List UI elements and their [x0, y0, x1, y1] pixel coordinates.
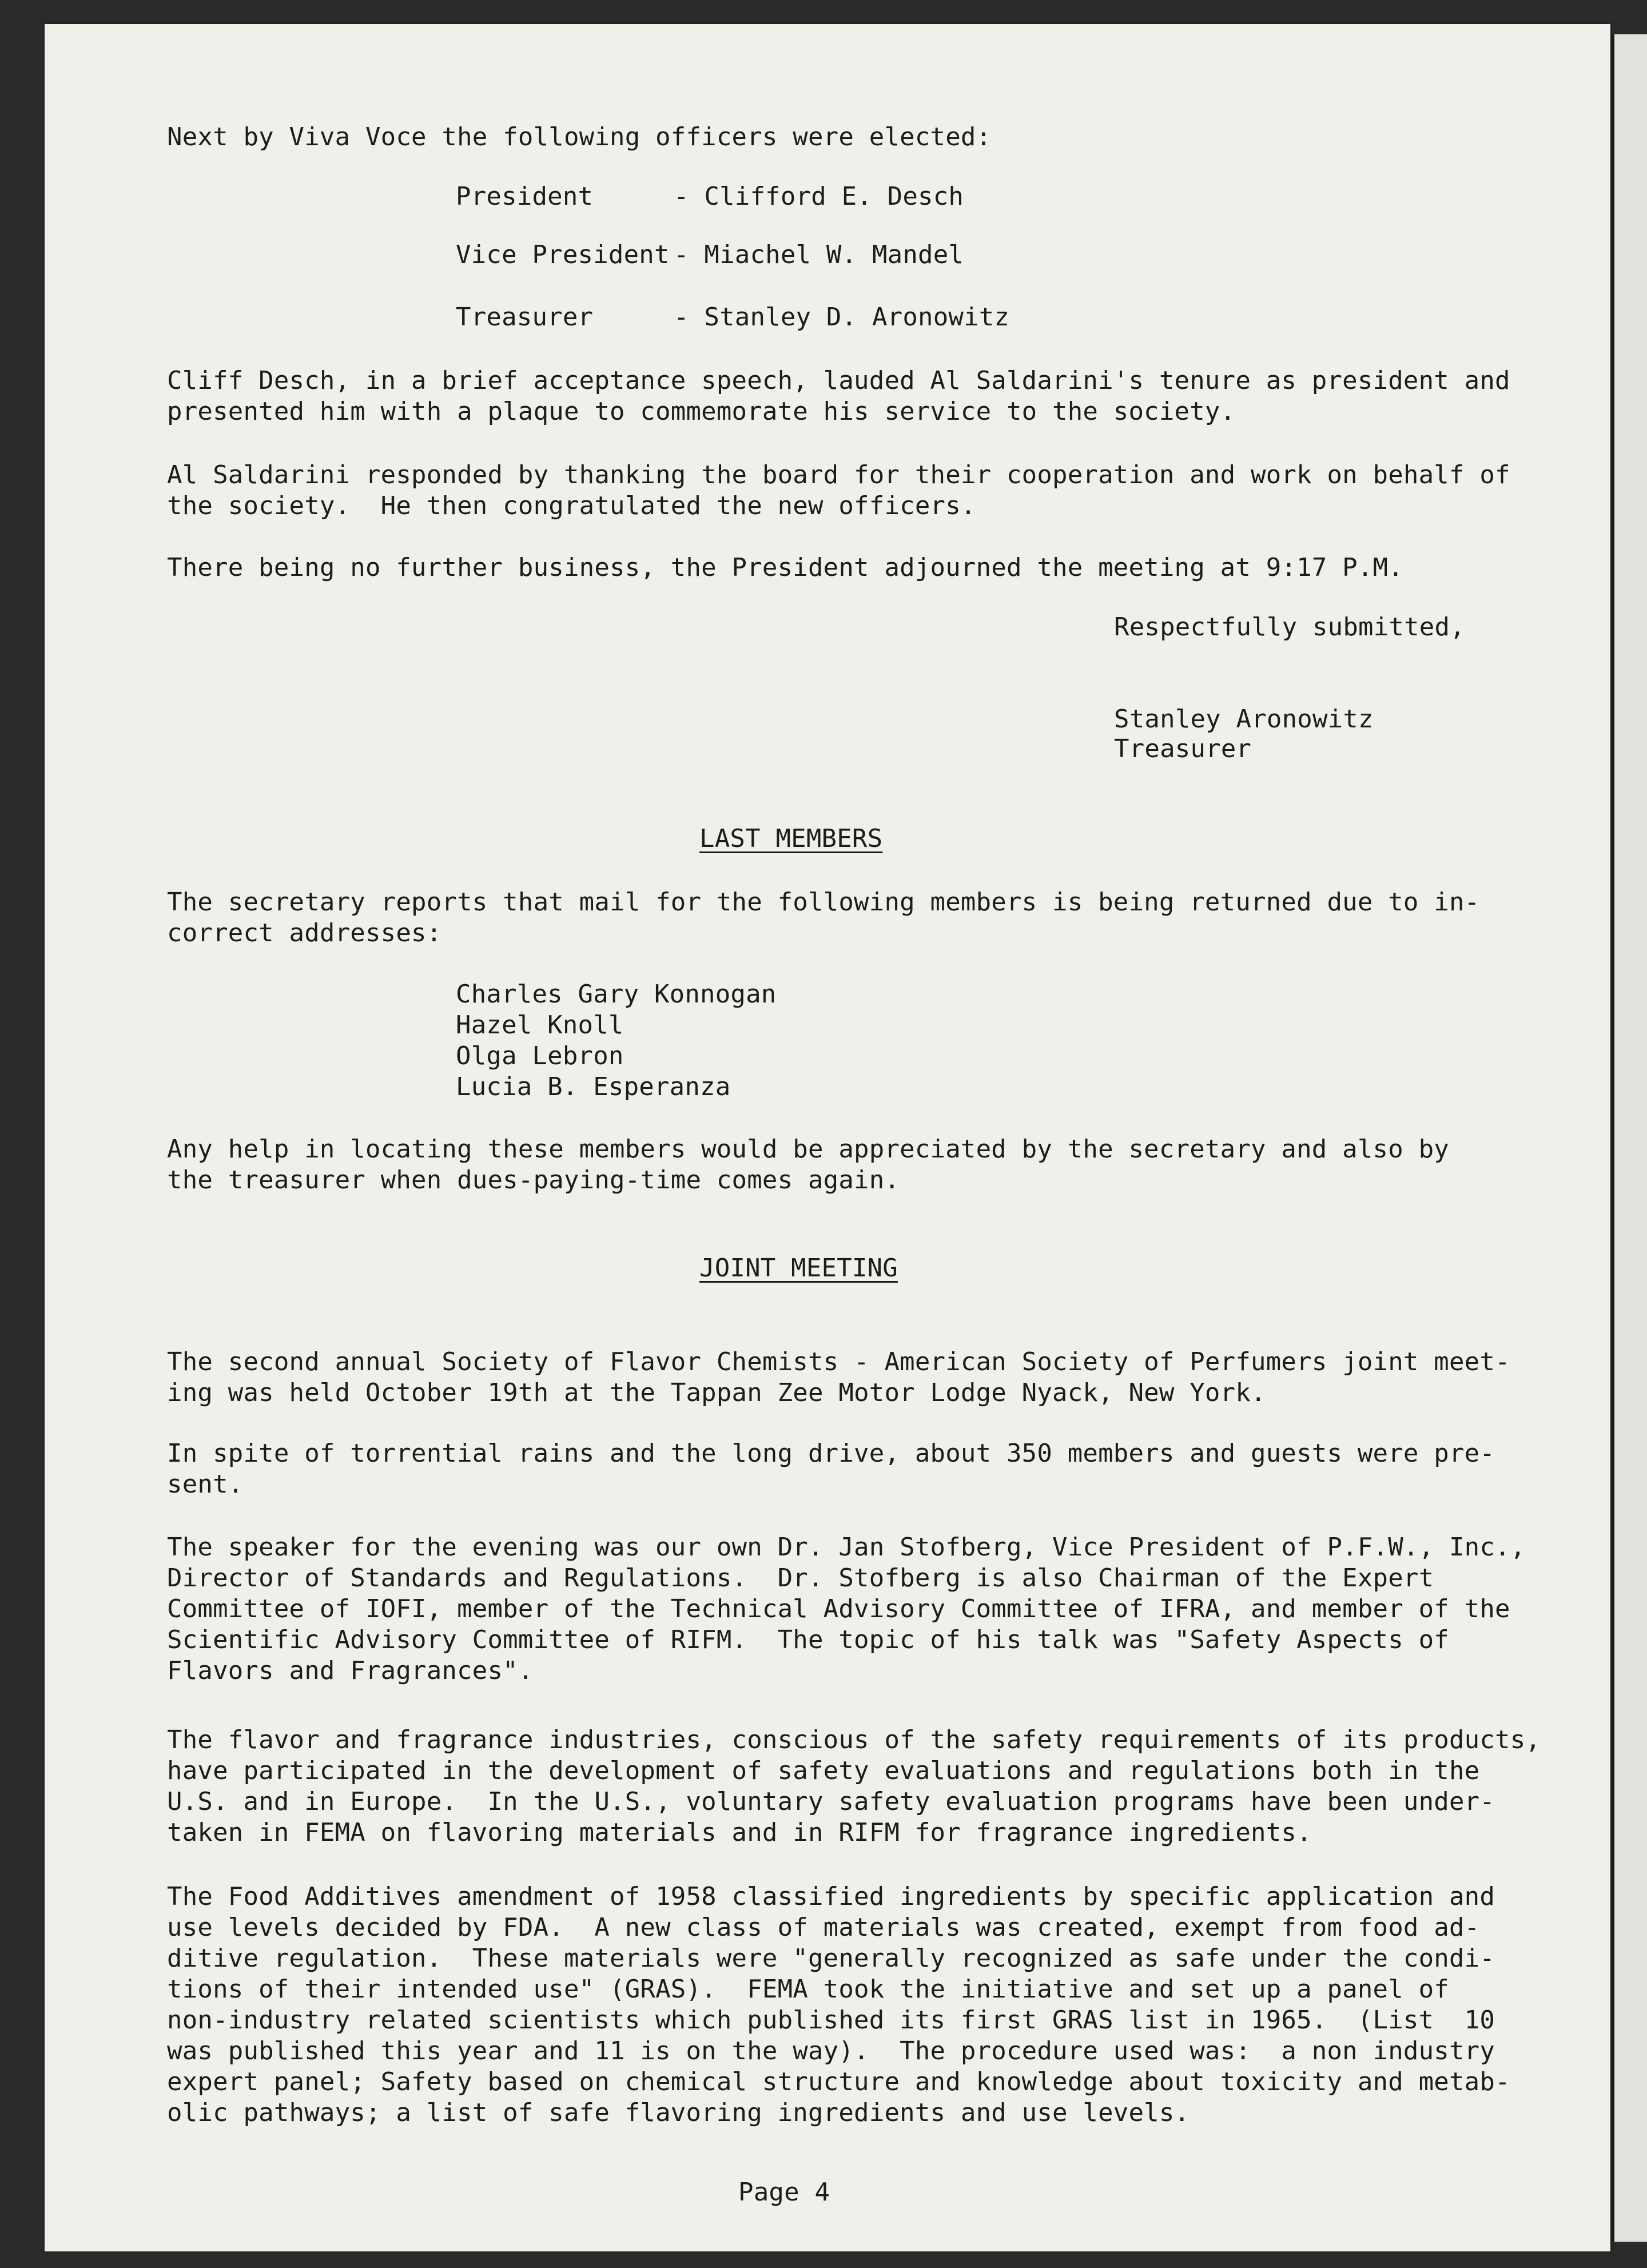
- paragraph-line: The second annual Society of Flavor Chemists - American Society of Perfumers joint meet-: [167, 1347, 1510, 1376]
- signature-name: Stanley Aronowitz: [1114, 705, 1374, 734]
- officers-intro: Next by Viva Voce the following officers were elected:: [167, 122, 992, 152]
- paragraph-line: The Food Additives amendment of 1958 classified ingredients by specific application and: [167, 1882, 1495, 1911]
- member-name: Hazel Knoll: [456, 1010, 624, 1040]
- paragraph-line: U.S. and in Europe. In the U.S., voluntary safety evaluation programs have been under-: [167, 1787, 1495, 1816]
- paragraph-line: The speaker for the evening was our own Dr. Jan Stofberg, Vice President of P.F.W., Inc.,: [167, 1533, 1526, 1562]
- paragraph-line: expert panel; Safety based on chemical structure and knowledge about toxicity and metab-: [167, 2067, 1510, 2096]
- paragraph-line: There being no further business, the President adjourned the meeting at 9:17 P.M.: [167, 553, 1403, 582]
- paragraph-line: ing was held October 19th at the Tappan Zee Motor Lodge Nyack, New York.: [167, 1378, 1266, 1407]
- paragraph-line: Committee of IOFI, member of the Technical Advisory Committee of IFRA, and member of the: [167, 1594, 1510, 1624]
- section-heading: LAST MEMBERS: [699, 824, 883, 853]
- paragraph-line: correct addresses:: [167, 918, 442, 948]
- signature-title: Treasurer: [1114, 734, 1252, 763]
- paragraph-line: In spite of torrential rains and the long drive, about 350 members and guests were pre-: [167, 1439, 1495, 1468]
- paragraph-line: taken in FEMA on flavoring materials and in RIFM for fragrance ingredients.: [167, 1818, 1312, 1847]
- paragraph-line: olic pathways; a list of safe flavoring ingredients and use levels.: [167, 2098, 1190, 2127]
- officer-name: - Stanley D. Aronowitz: [674, 303, 1010, 332]
- paragraph-line: Scientific Advisory Committee of RIFM. The topic of his talk was "Safety Aspects of: [167, 1625, 1449, 1654]
- paragraph-line: Director of Standards and Regulations. Dr. Stofberg is also Chairman of the Expert: [167, 1563, 1434, 1593]
- signature-closing: Respectfully submitted,: [1114, 612, 1465, 642]
- paragraph-line: the society. He then congratulated the new officers.: [167, 491, 976, 520]
- officer-name: - Miachel W. Mandel: [674, 240, 964, 269]
- officer-role: Treasurer: [456, 303, 594, 332]
- adjacent-page-edge: [1612, 34, 1647, 2242]
- paragraph-line: Flavors and Fragrances".: [167, 1656, 534, 1685]
- paragraph-line: the treasurer when dues-paying-time comes again.: [167, 1165, 900, 1195]
- member-name: Olga Lebron: [456, 1041, 624, 1071]
- officer-role: President: [456, 182, 594, 211]
- officer-role: Vice President: [456, 240, 670, 269]
- member-name: Charles Gary Konnogan: [456, 980, 777, 1009]
- page-number: Page 4: [738, 2178, 830, 2207]
- paragraph-line: presented him with a plaque to commemorate his service to the society.: [167, 397, 1236, 426]
- paragraph-line: use levels decided by FDA. A new class of materials was created, exempt from food ad-: [167, 1913, 1480, 1942]
- paragraph-line: The secretary reports that mail for the following members is being returned due to in-: [167, 888, 1480, 917]
- paragraph-line: Any help in locating these members would be appreciated by the secretary and also by: [167, 1135, 1449, 1164]
- member-name: Lucia B. Esperanza: [456, 1072, 731, 1101]
- paragraph-line: tions of their intended use" (GRAS). FEMA took the initiative and set up a panel of: [167, 1975, 1449, 2004]
- paragraph-line: have participated in the development of safety evaluations and regulations both in the: [167, 1756, 1480, 1785]
- paragraph-line: Cliff Desch, in a brief acceptance speech, lauded Al Saldarini's tenure as president and: [167, 366, 1510, 395]
- paragraph-line: The flavor and fragrance industries, conscious of the safety requirements of its products,: [167, 1725, 1541, 1754]
- paragraph-line: was published this year and 11 is on the way). The procedure used was: a non industry: [167, 2036, 1495, 2066]
- section-heading: JOINT MEETING: [699, 1254, 898, 1283]
- paragraph-line: sent.: [167, 1470, 244, 1499]
- paragraph-line: Al Saldarini responded by thanking the board for their cooperation and work on behalf of: [167, 460, 1510, 490]
- paragraph-line: ditive regulation. These materials were "generally recognized as safe under the condi-: [167, 1944, 1495, 1973]
- paragraph-line: non-industry related scientists which published its first GRAS list in 1965. (List 10: [167, 2006, 1495, 2035]
- document-page: [45, 24, 1610, 2251]
- officer-name: - Clifford E. Desch: [674, 182, 964, 211]
